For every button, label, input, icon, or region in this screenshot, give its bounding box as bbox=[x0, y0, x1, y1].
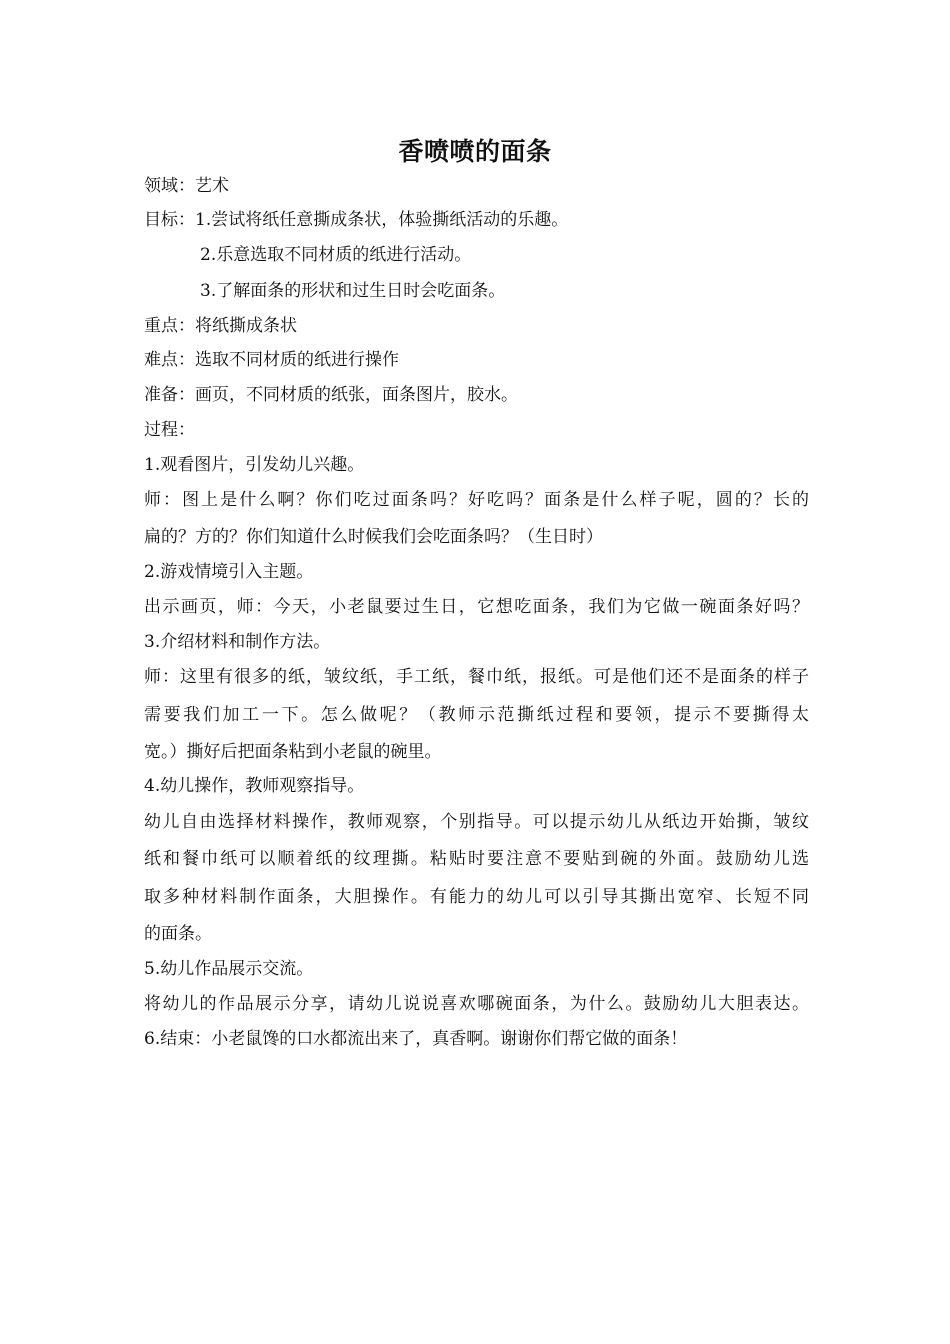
page-title: 香喷喷的面条 bbox=[398, 137, 552, 166]
step3-heading: 3.介绍材料和制作方法。 bbox=[144, 632, 331, 652]
step1-heading: 1.观看图片，引发幼儿兴趣。 bbox=[144, 455, 365, 475]
step4-heading: 4.幼儿操作，教师观察指导。 bbox=[144, 776, 365, 796]
step4-text-line-2: 纸和餐巾纸可以顺着纸的纹理撕。粘贴时要注意不要贴到碗的外面。鼓励幼儿选 bbox=[144, 849, 809, 869]
goal-line-1: 目标：1.尝试将纸任意撕成条状，体验撕纸活动的乐趣。 bbox=[144, 210, 569, 230]
process-label: 过程： bbox=[144, 420, 195, 440]
step3-text-line-1: 师：这里有很多的纸，皱纹纸，手工纸，餐巾纸，报纸。可是他们还不是面条的样子 bbox=[144, 667, 809, 687]
step2-text: 出示画页，师：今天，小老鼠要过生日，它想吃面条，我们为它做一碗面条好吗？ bbox=[144, 597, 809, 617]
goal-line-3: 3.了解面条的形状和过生日时会吃面条。 bbox=[200, 281, 506, 301]
step4-text-line-1: 幼儿自由选择材料操作，教师观察，个别指导。可以提示幼儿从纸边开始撕，皱纹 bbox=[144, 812, 809, 832]
step5-heading: 5.幼儿作品展示交流。 bbox=[144, 959, 314, 979]
step1-text-line-2: 扁的？方的？你们知道什么时候我们会吃面条吗？（生日时） bbox=[144, 527, 603, 547]
preparation-line: 准备：画页，不同材质的纸张，面条图片，胶水。 bbox=[144, 385, 518, 405]
domain-line: 领域：艺术 bbox=[144, 176, 229, 196]
step4-text-line-4: 的面条。 bbox=[144, 924, 212, 944]
step5-text: 将幼儿的作品展示分享，请幼儿说说喜欢哪碗面条，为什么。鼓励幼儿大胆表达。 bbox=[144, 994, 809, 1014]
step4-text-line-3: 取多种材料制作面条，大胆操作。有能力的幼儿可以引导其撕出宽窄、长短不同 bbox=[144, 887, 809, 907]
step1-text-line-1: 师：图上是什么啊？你们吃过面条吗？好吃吗？面条是什么样子呢，圆的？长的 bbox=[144, 490, 809, 510]
step3-text-line-3: 宽。）撕好后把面条粘到小老鼠的碗里。 bbox=[144, 742, 442, 762]
step3-text-line-2: 需要我们加工一下。怎么做呢？（教师示范撕纸过程和要领，提示不要撕得太 bbox=[144, 705, 809, 725]
goal-line-2: 2.乐意选取不同材质的纸进行活动。 bbox=[200, 245, 472, 265]
step2-heading: 2.游戏情境引入主题。 bbox=[144, 562, 314, 582]
key-point-line: 重点：将纸撕成条状 bbox=[144, 316, 297, 336]
difficulty-line: 难点：选取不同材质的纸进行操作 bbox=[144, 350, 399, 370]
step6-text: 6.结束：小老鼠馋的口水都流出来了，真香啊。谢谢你们帮它做的面条！ bbox=[144, 1029, 688, 1049]
